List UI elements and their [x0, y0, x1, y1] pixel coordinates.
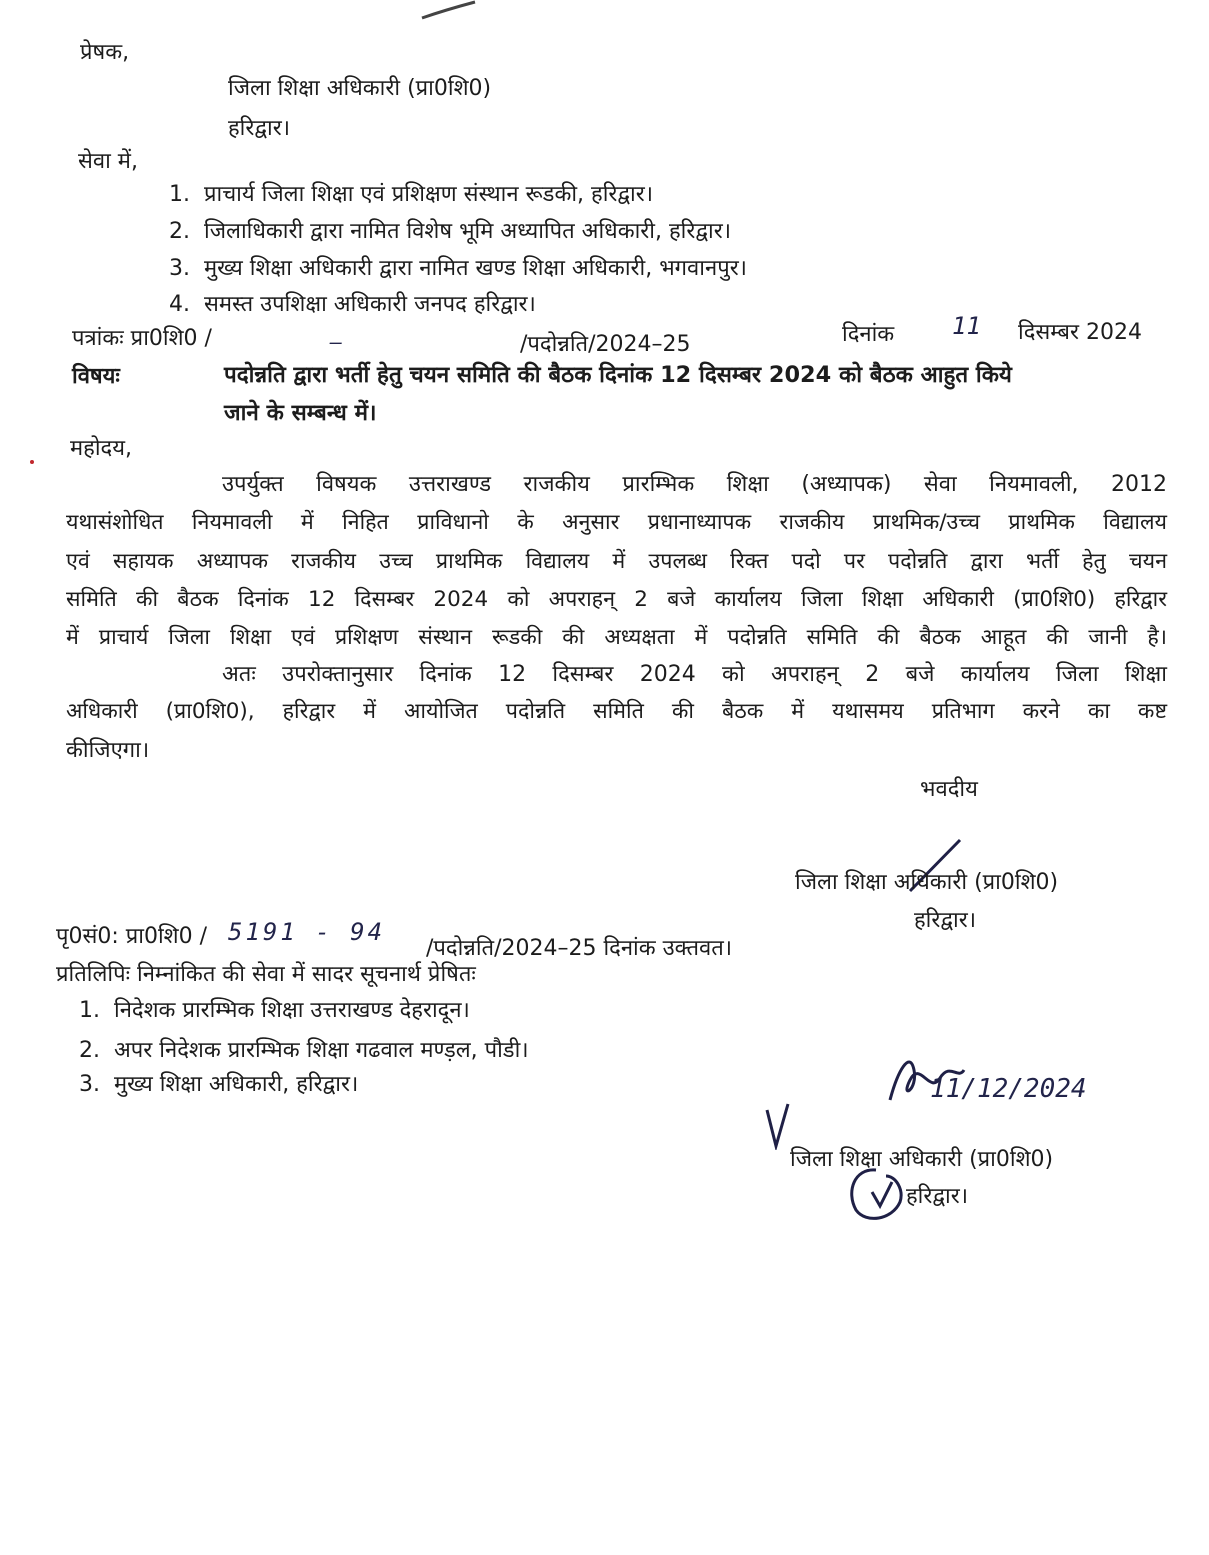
initials-mark	[842, 1162, 908, 1226]
endorsement-prefix: पृ0सं0: प्रा0शि0 /	[56, 924, 208, 949]
recipient-item	[160, 252, 747, 282]
signature-stroke	[762, 1100, 792, 1150]
subject-line-1: पदोन्नति द्वारा भर्ती हेतु चयन समिति की बैठक दिनांक 12 दिसम्बर 2024 को बैठक आहुत किये	[224, 362, 1012, 388]
subject-line-2: जाने के सम्बन्ध में।	[224, 400, 377, 426]
copy-item	[70, 994, 470, 1024]
letter-date-day: 11	[952, 312, 981, 340]
recipient-num: 1.	[169, 182, 190, 207]
body-para1-line: समिति की बैठक दिनांक 12 दिसम्बर 2024 को अपराहन् 2 बजे कार्यालय जिला शिक्षा अधिकारी (प्रा0शि0) हरिद्वार	[66, 587, 1167, 612]
closing-place: हरिद्वार।	[914, 908, 977, 933]
final-place: हरिद्वार।	[906, 1184, 969, 1209]
letter-date-month-year: दिसम्बर 2024	[1018, 320, 1142, 345]
handwritten-date: 11/12/2024	[930, 1074, 1087, 1104]
recipient-num: 4.	[169, 292, 190, 317]
copy-item	[70, 1034, 529, 1064]
recipient-item	[160, 215, 731, 245]
recipient-text: जिलाधिकारी द्वारा नामित विशेष भूमि अध्यापित अधिकारी, हरिद्वार।	[204, 219, 732, 244]
recipient-num: 3.	[169, 256, 190, 281]
body-para1-line: में प्राचार्य जिला शिक्षा एवं प्रशिक्षण संस्थान रूडकी की अध्यक्षता में पदोन्नति समिति की बैठक आहूत की जानी है।	[66, 625, 1167, 650]
letter-ref-suffix: /पदोन्नति/2024–25	[520, 332, 691, 357]
body-para1-line: यथासंशोधित नियमावली में निहित प्राविधानो के अनुसार प्रधानाध्यापक राजकीय प्राथमिक/उच्च प्राथमिक विद्यालय	[66, 510, 1167, 535]
copy-num: 2.	[79, 1038, 100, 1063]
sender-place: हरिद्वार।	[228, 116, 291, 141]
copy-num: 1.	[79, 998, 100, 1023]
recipient-item	[160, 288, 536, 318]
copy-num: 3.	[79, 1072, 100, 1097]
recipient-item	[160, 178, 653, 208]
copy-item	[70, 1068, 358, 1098]
body-para2-line: अतः उपरोक्तानुसार दिनांक 12 दिसम्बर 2024 को अपराहन् 2 बजे कार्यालय जिला शिक्षा	[222, 662, 1167, 687]
closing-designation: जिला शिक्षा अधिकारी (प्रा0शि0)	[795, 870, 1059, 895]
letter-date-label: दिनांक	[842, 322, 895, 347]
body-para1-line: एवं सहायक अध्यापक राजकीय उच्च प्राथमिक विद्यालय में उपलब्ध रिक्त पदो पर पदोन्नति द्वारा भर्ती हेतु चयन	[66, 549, 1167, 574]
copy-text: मुख्य शिक्षा अधिकारी, हरिद्वार।	[114, 1072, 359, 1097]
sender-label: प्रेषक,	[80, 40, 130, 65]
sender-office: जिला शिक्षा अधिकारी (प्रा0शि0)	[228, 76, 492, 101]
body-para2-line: कीजिएगा।	[66, 738, 150, 763]
copy-text: अपर निदेशक प्रारम्भिक शिक्षा गढवाल मण्ड़ल, पौडी।	[114, 1038, 529, 1063]
letter-ref-prefix: पत्रांकः प्रा0शि0 /	[72, 326, 212, 351]
recipient-num: 2.	[169, 219, 190, 244]
recipients-label: सेवा में,	[78, 149, 138, 174]
body-para1-line: उपर्युक्त विषयक उत्तराखण्ड राजकीय प्रारम्भिक शिक्षा (अध्यापक) सेवा नियमावली, 2012	[222, 472, 1167, 497]
body-para2-line: अधिकारी (प्रा0शि0), हरिद्वार में आयोजित पदोन्नति समिति की बैठक में यथासमय प्रतिभाग करने का कष्ट	[66, 699, 1167, 724]
subject-label: विषयः	[72, 364, 120, 389]
endorsement-handwritten-no: 5191 - 94	[228, 918, 386, 946]
copy-label: प्रतिलिपिः निम्नांकित की सेवा में सादर सूचनार्थ प्रेषितः	[56, 962, 476, 987]
letter-ref-handwritten-no: —	[330, 330, 343, 354]
closing-yours: भवदीय	[920, 777, 978, 802]
recipient-text: प्राचार्य जिला शिक्षा एवं प्रशिक्षण संस्थान रूडकी, हरिद्वार।	[204, 182, 654, 207]
top-pen-stroke	[420, 0, 480, 22]
endorsement-suffix: /पदोन्नति/2024–25 दिनांक उक्तवत।	[426, 936, 733, 961]
final-designation: जिला शिक्षा अधिकारी (प्रा0शि0)	[790, 1147, 1054, 1172]
recipient-text: समस्त उपशिक्षा अधिकारी जनपद हरिद्वार।	[204, 292, 536, 317]
salutation: महोदय,	[70, 436, 132, 461]
red-mark	[30, 460, 34, 464]
copy-text: निदेशक प्रारम्भिक शिक्षा उत्तराखण्ड देहरादून।	[114, 998, 470, 1023]
recipient-text: मुख्य शिक्षा अधिकारी द्वारा नामित खण्ड शिक्षा अधिकारी, भगवानपुर।	[204, 256, 748, 281]
